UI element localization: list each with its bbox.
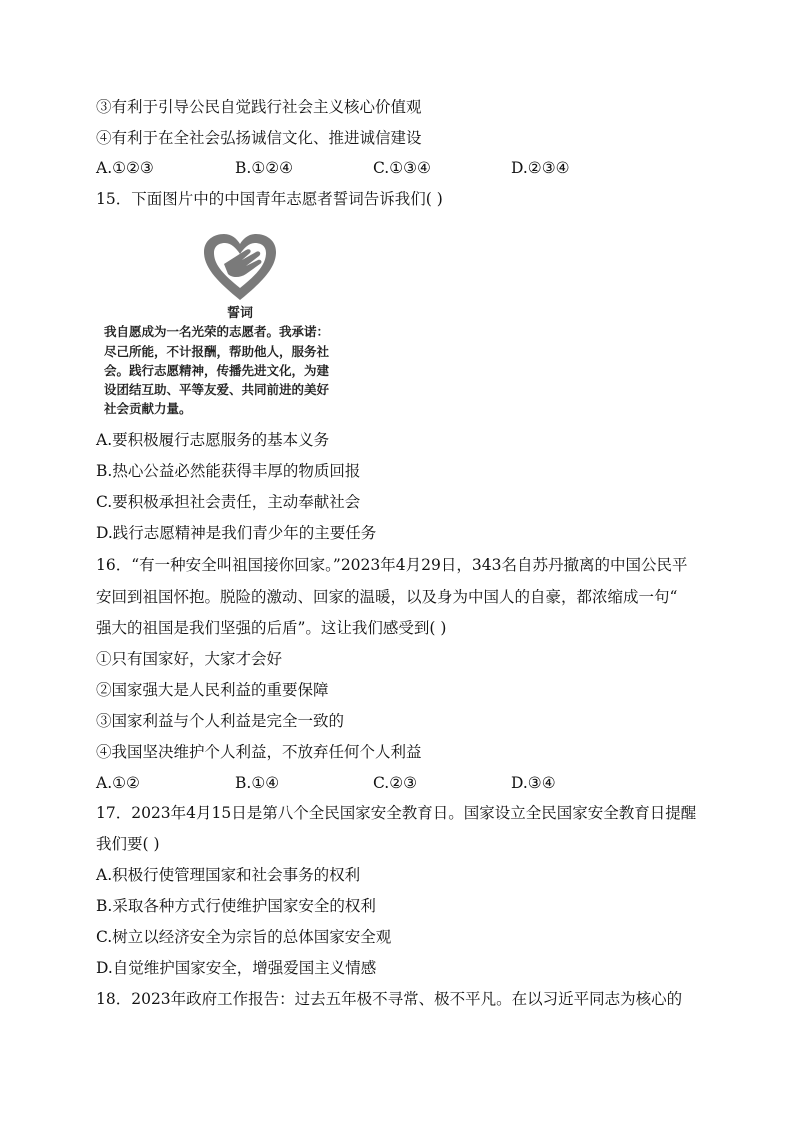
oath-line-2: 尽己所能，不计报酬，帮助他人，服务社 [104, 344, 330, 359]
q17-option-c: C.树立以经济安全为宗旨的总体国家安全观 [96, 928, 392, 946]
q15-option-b: B.热心公益必然能获得丰厚的物质回报 [96, 462, 361, 480]
q14-option-b: B.①②④ [235, 159, 294, 177]
oath-line-3: 会。践行志愿精神，传播先进文化，为建 [104, 363, 330, 378]
q16-option-d: D.③④ [511, 774, 556, 792]
volunteer-oath-figure [100, 226, 390, 416]
q14-option-a: A.①②③ [96, 159, 154, 177]
q17-option-d: D.自觉维护国家安全，增强爱国主义情感 [96, 959, 377, 977]
q18-stem-line-1: 18．2023年政府工作报告：过去五年极不寻常、极不平凡。在以习近平同志为核心的 [96, 990, 683, 1008]
q16-item-2: ②国家强大是人民利益的重要保障 [96, 681, 329, 699]
q14-item-3: ③有利于引导公民自觉践行社会主义核心价值观 [96, 98, 422, 116]
q14-option-c: C.①③④ [373, 159, 431, 177]
q15-option-c: C.要积极承担社会责任，主动奉献社会 [96, 493, 361, 511]
q17-stem-line-1: 17．2023年4月15日是第八个全民国家安全教育日。国家设立全民国家安全教育日提醒 [96, 804, 697, 822]
q16-stem-line-2: 安回到祖国怀抱。脱险的激动、回家的温暖，以及身为中国人的自豪，都浓缩成一句“ [96, 588, 678, 606]
q16-item-3: ③国家利益与个人利益是完全一致的 [96, 712, 345, 730]
q14-option-d: D.②③④ [511, 159, 570, 177]
q16-item-4: ④我国坚决维护个人利益，不放弃任何个人利益 [96, 743, 422, 761]
q16-stem-line-3: 强大的祖国是我们坚强的后盾”。这让我们感受到( ) [96, 619, 447, 637]
oath-title: 誓词 [226, 306, 253, 321]
q16-option-a: A.①② [96, 774, 140, 792]
volunteer-heart-hand-icon [200, 230, 280, 306]
q16-options [96, 773, 616, 793]
q16-option-c: C.②③ [373, 774, 418, 792]
q15-option-d: D.践行志愿精神是我们青少年的主要任务 [96, 524, 377, 542]
q17-option-a: A.积极行使管理国家和社会事务的权利 [96, 866, 361, 884]
oath-line-1: 我自愿成为一名光荣的志愿者。我承诺： [104, 324, 330, 339]
q15-stem: 15．下面图片中的中国青年志愿者誓词告诉我们( ) [96, 190, 443, 208]
q16-item-1: ①只有国家好，大家才会好 [96, 650, 283, 668]
q15-option-a: A.要积极履行志愿服务的基本义务 [96, 431, 330, 449]
q16-option-b: B.①④ [235, 774, 280, 792]
q16-stem-line-1: 16．“有一种安全叫祖国接你回家。”2023年4月29日，343名自苏丹撤离的中国公民平 [96, 556, 688, 574]
q17-option-b: B.采取各种方式行使维护国家安全的权利 [96, 897, 376, 915]
q14-item-4: ④有利于在全社会弘扬诚信文化、推进诚信建设 [96, 129, 422, 147]
q17-stem-line-2: 我们要( ) [96, 835, 160, 853]
oath-line-5: 社会贡献力量。 [104, 401, 192, 416]
q14-options [96, 158, 616, 178]
oath-line-4: 设团结互助、平等友爱、共同前进的美好 [104, 382, 330, 397]
